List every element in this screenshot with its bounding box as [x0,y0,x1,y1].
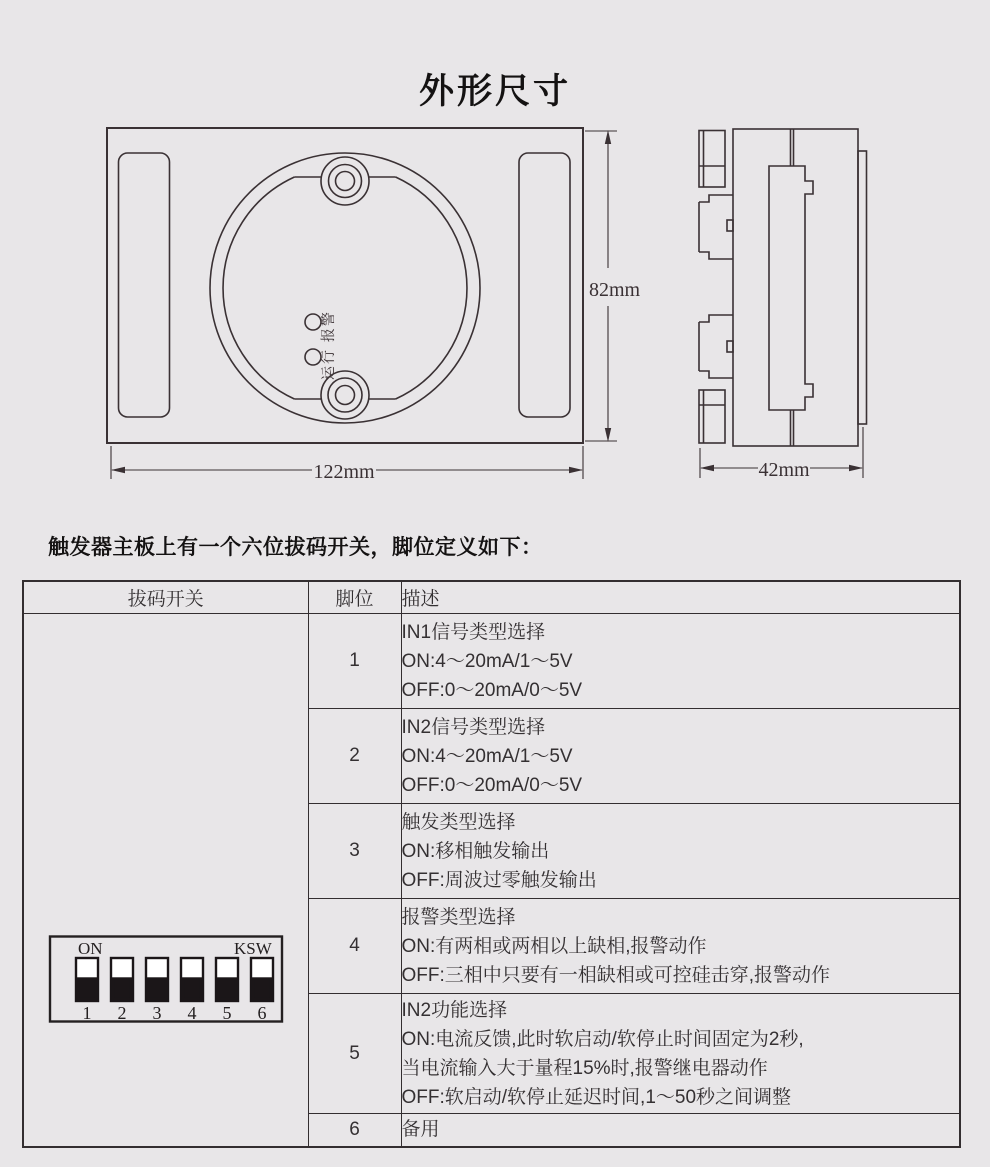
front-top-screw-hole [321,157,369,205]
pin-description: 报警类型选择 ON:有两相或两相以上缺相,报警动作 OFF:三相中只要有一相缺相或可控硅击穿,报警动作 [401,899,960,994]
front-right-slot [519,153,570,417]
pin-number: 2 [308,709,401,804]
header-dip-switch: 拔码开关 [23,581,308,614]
intro-text: 触发器主板上有一个六位拔码开关，脚位定义如下： [48,536,543,559]
dip-switch-cell [23,614,308,1147]
pin-description: 触发类型选择 ON:移相触发输出 OFF:周波过零触发输出 [401,804,960,899]
pin-number: 5 [308,994,401,1114]
dip-on-label: ON [77,938,103,958]
dimension-drawings [0,0,990,505]
side-rear-plate [858,151,867,424]
pin-number: 3 [308,804,401,899]
depth-dim-label: 42mm [758,459,810,481]
svg-text:5: 5 [222,1002,232,1023]
pin-number: 6 [308,1114,401,1147]
header-description: 描述 [401,581,960,614]
svg-text:3: 3 [152,1002,162,1023]
dip-switch-levers[interactable] [76,958,273,1001]
alarm-led-circle [305,314,321,330]
dip-ksw-label: KSW [233,938,272,958]
pin-number: 1 [308,614,401,709]
svg-text:2: 2 [117,1002,127,1023]
dip-switch-illustration [48,933,284,1025]
header-pin: 脚位 [308,581,401,614]
dimension-122mm [111,446,583,483]
table-row [23,614,960,709]
dimension-82mm [585,130,641,442]
pin-description: IN1信号类型选择 ON:4～20mA/1～5V OFF:0～20mA/0～5V [401,614,960,709]
side-din-slot [769,166,813,410]
svg-text:1: 1 [82,1002,92,1023]
svg-text:4: 4 [187,1002,197,1023]
table-header-row [23,581,960,614]
width-dim-label: 122mm [313,461,375,483]
side-view-drawing [699,129,867,446]
side-terminal-blocks [699,131,733,444]
run-led-circle [305,349,321,365]
led-labels: 运行 报警 [320,310,336,380]
pin-description: IN2功能选择 ON:电流反馈,此时软启动/软停止时间固定为2秒, 当电流输入大于量程15%时,报警继电器动作 OFF:软启动/软停止延迟时间,1～50秒之间调整 [401,994,960,1114]
dip-position-numbers [82,1003,266,1023]
page-title: 外形尺寸 [418,72,571,111]
pin-number: 4 [308,899,401,994]
front-left-slot [119,153,170,417]
height-dim-label: 82mm [589,279,641,301]
front-view-drawing [107,128,583,443]
pin-description: 备用 [401,1114,960,1147]
dip-switch-table [22,580,961,1148]
svg-text:6: 6 [257,1002,267,1023]
pin-description: IN2信号类型选择 ON:4～20mA/1～5V OFF:0～20mA/0～5V [401,709,960,804]
